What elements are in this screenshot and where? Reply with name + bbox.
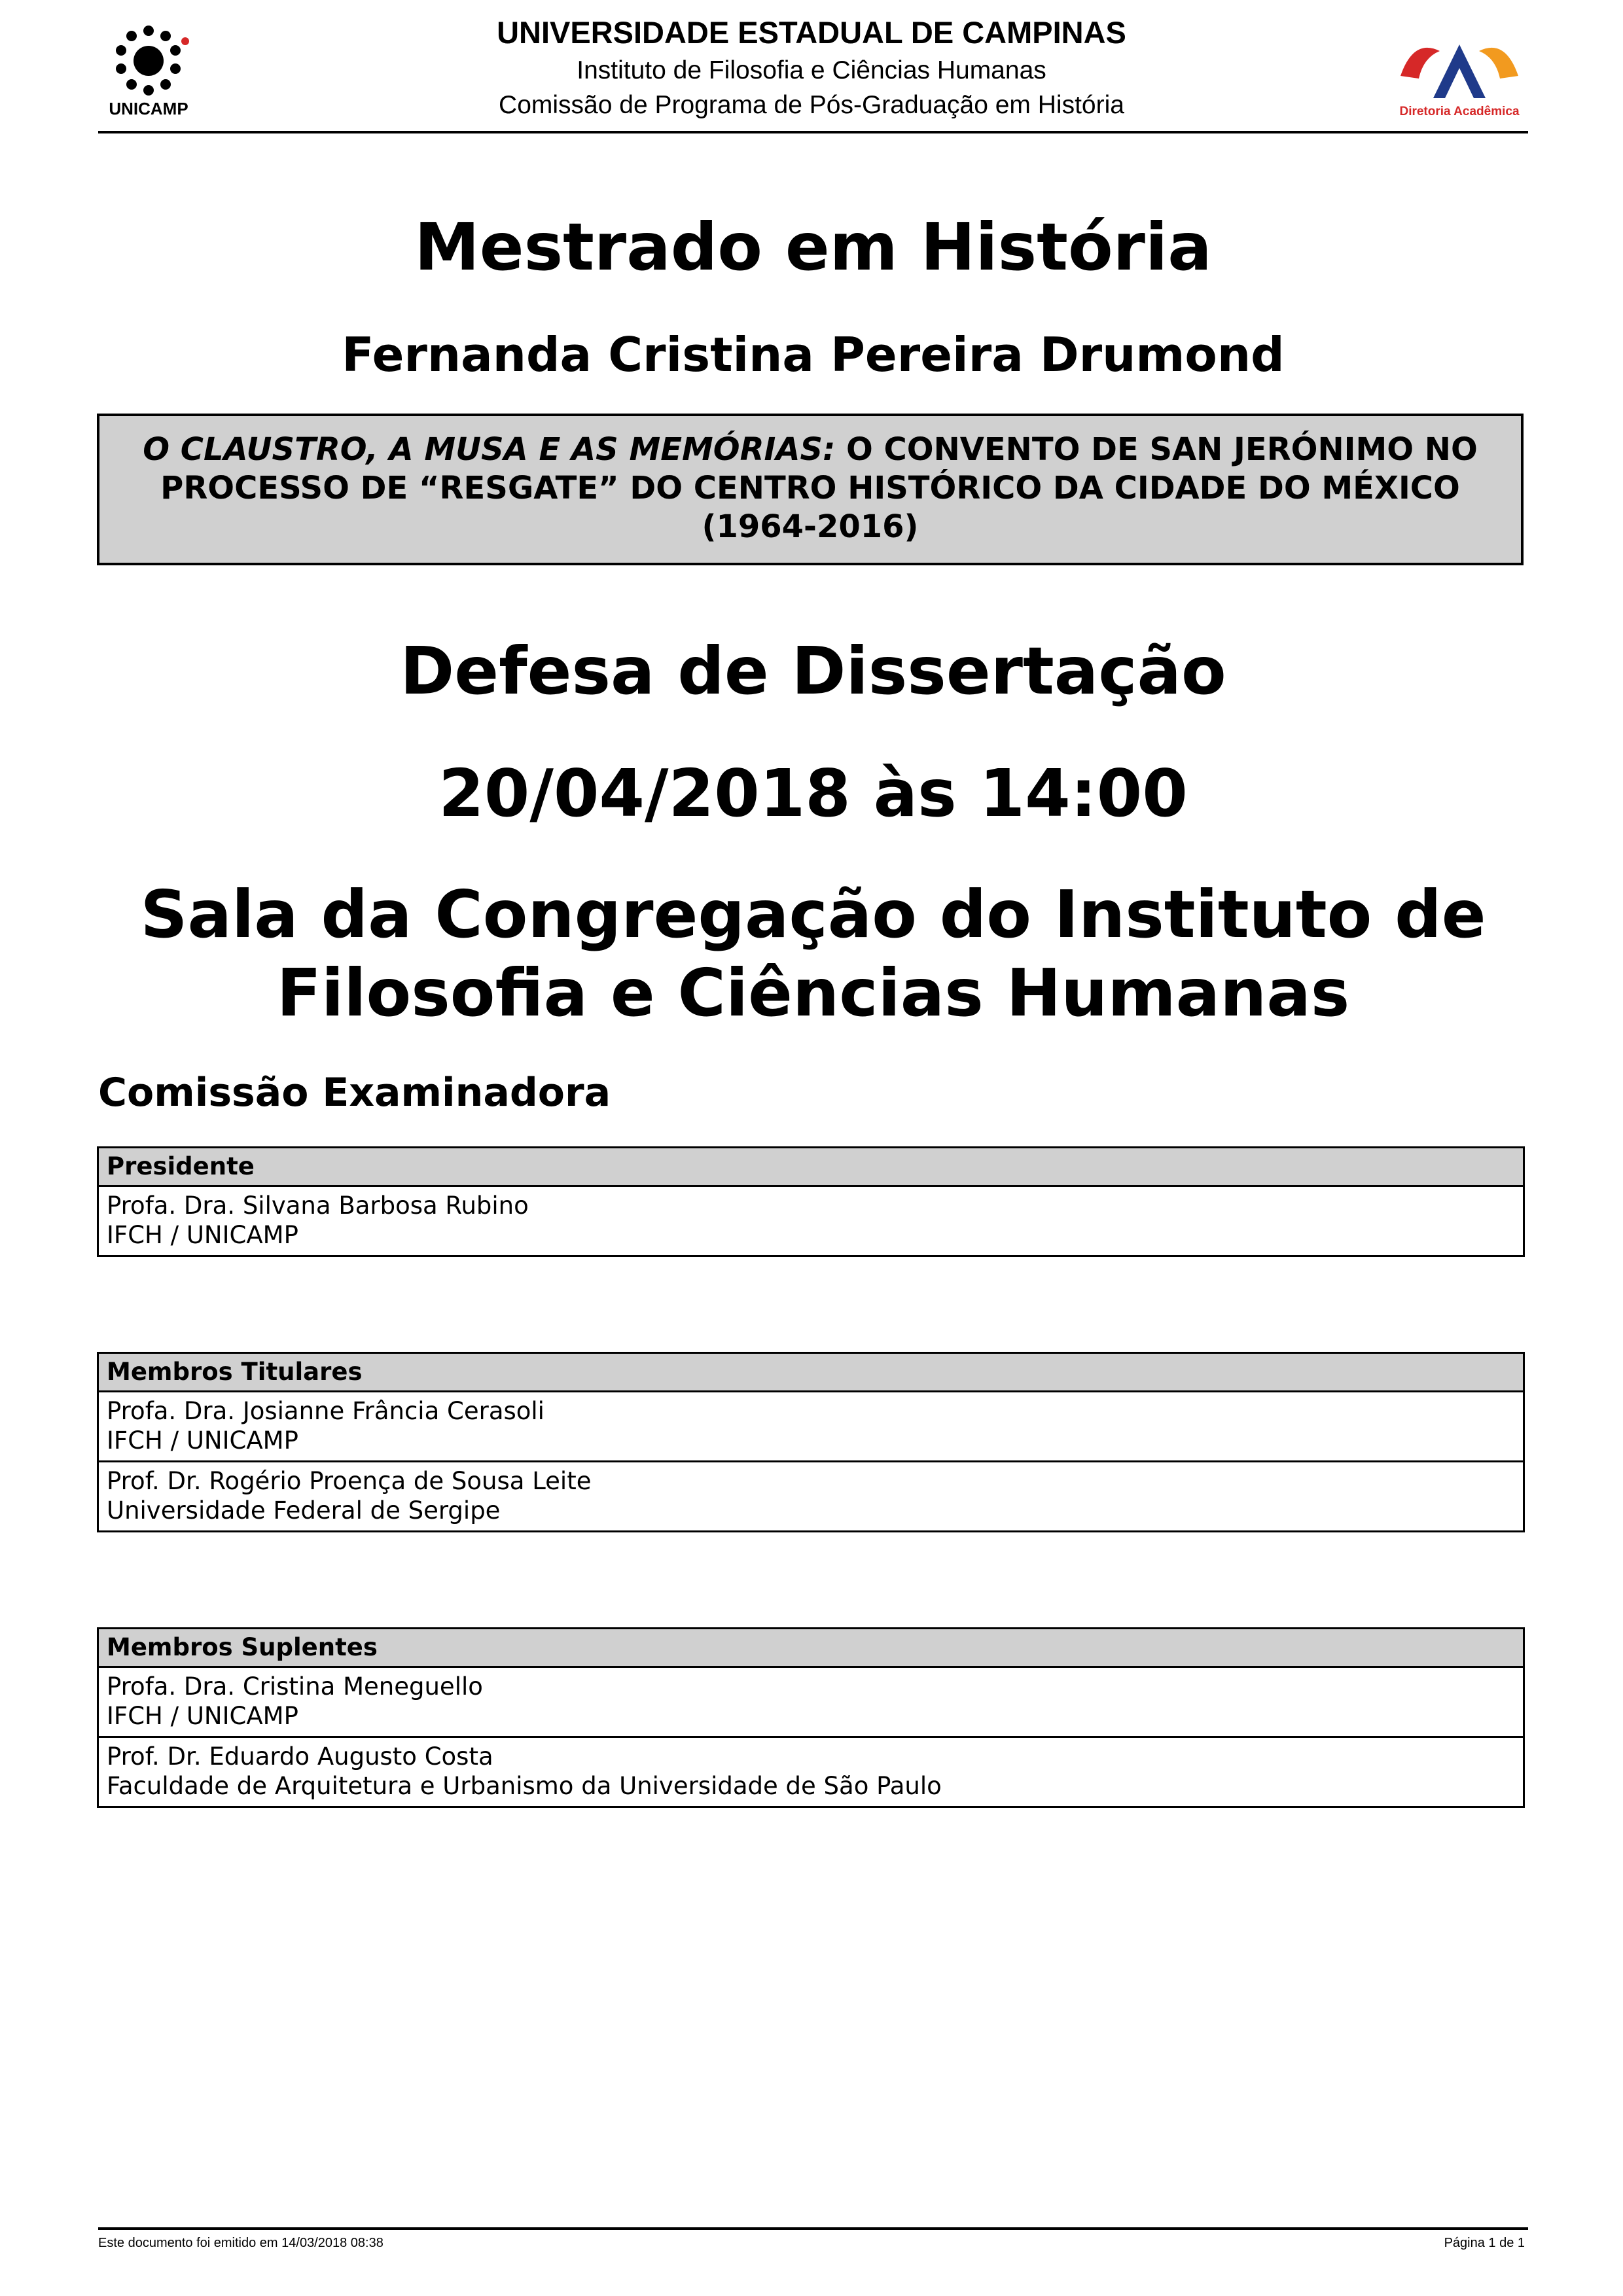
university-name: UNIVERSIDADE ESTADUAL DE CAMPINAS [497,15,1126,50]
titulares-table-header: Membros Titulares [99,1354,1523,1392]
member-affiliation: IFCH / UNICAMP [107,1426,298,1455]
member-name: Prof. Dr. Rogério Proença de Sousa Leite [107,1467,592,1495]
diretoria-academica-logo-icon [1387,25,1531,123]
member-name: Profa. Dra. Josianne Frância Cerasoli [107,1397,544,1425]
footer-divider [98,2227,1528,2230]
table-row [99,1668,1523,1736]
unicamp-logo-text: UNICAMP [109,99,188,118]
student-name: Fernanda Cristina Pereira Drumond [342,327,1285,382]
table-row [99,1392,1523,1460]
table-row [99,1187,1523,1255]
table-row [99,1460,1523,1530]
member-affiliation: Universidade Federal de Sergipe [107,1496,501,1525]
page-number: Página 1 de 1 [1444,2236,1525,2250]
president-table [97,1146,1525,1257]
defense-room [98,875,1528,1033]
defense-room-line1: Sala da Congregação do Instituto de [140,876,1486,953]
defense-room-line2: Filosofia e Ciências Humanas [276,955,1350,1031]
thesis-title-box [97,414,1524,565]
suplentes-table-header: Membros Suplentes [99,1629,1523,1668]
member-name: Profa. Dra. Cristina Meneguello [107,1672,483,1701]
program-title: Mestrado em História [414,209,1212,285]
institute-name: Instituto de Filosofia e Ciências Humanas [577,56,1046,84]
member-name: Profa. Dra. Silvana Barbosa Rubino [107,1192,529,1220]
commission-heading: Comissão Examinadora [98,1070,611,1116]
titulares-table [97,1352,1525,1532]
president-table-header: Presidente [99,1148,1523,1187]
unicamp-logo-icon [101,16,206,124]
thesis-title-rest: O CONVENTO DE SAN JERÓNIMO NO PROCESSO DE “RESGATE” DO CENTRO HISTÓRICO DA CIDADE DO MÉXICO (1964-2016) [160,431,1478,545]
header-divider [98,131,1528,133]
defense-type: Defesa de Dissertação [400,633,1226,709]
commission-name: Comissão de Programa de Pós-Graduação em História [499,91,1124,119]
thesis-title-italic: O CLAUSTRO, A MUSA E AS MEMÓRIAS: [143,431,836,468]
member-affiliation: IFCH / UNICAMP [107,1702,298,1730]
member-affiliation: IFCH / UNICAMP [107,1221,298,1249]
member-affiliation: Faculdade de Arquitetura e Urbanismo da Universidade de São Paulo [107,1772,942,1800]
defense-datetime: 20/04/2018 às 14:00 [438,755,1188,832]
diretoria-logo-text: Diretoria Acadêmica [1399,105,1520,118]
issued-timestamp: Este documento foi emitido em 14/03/2018 08:38 [98,2236,383,2250]
suplentes-table [97,1627,1525,1808]
member-name: Prof. Dr. Eduardo Augusto Costa [107,1742,493,1771]
table-row [99,1736,1523,1806]
